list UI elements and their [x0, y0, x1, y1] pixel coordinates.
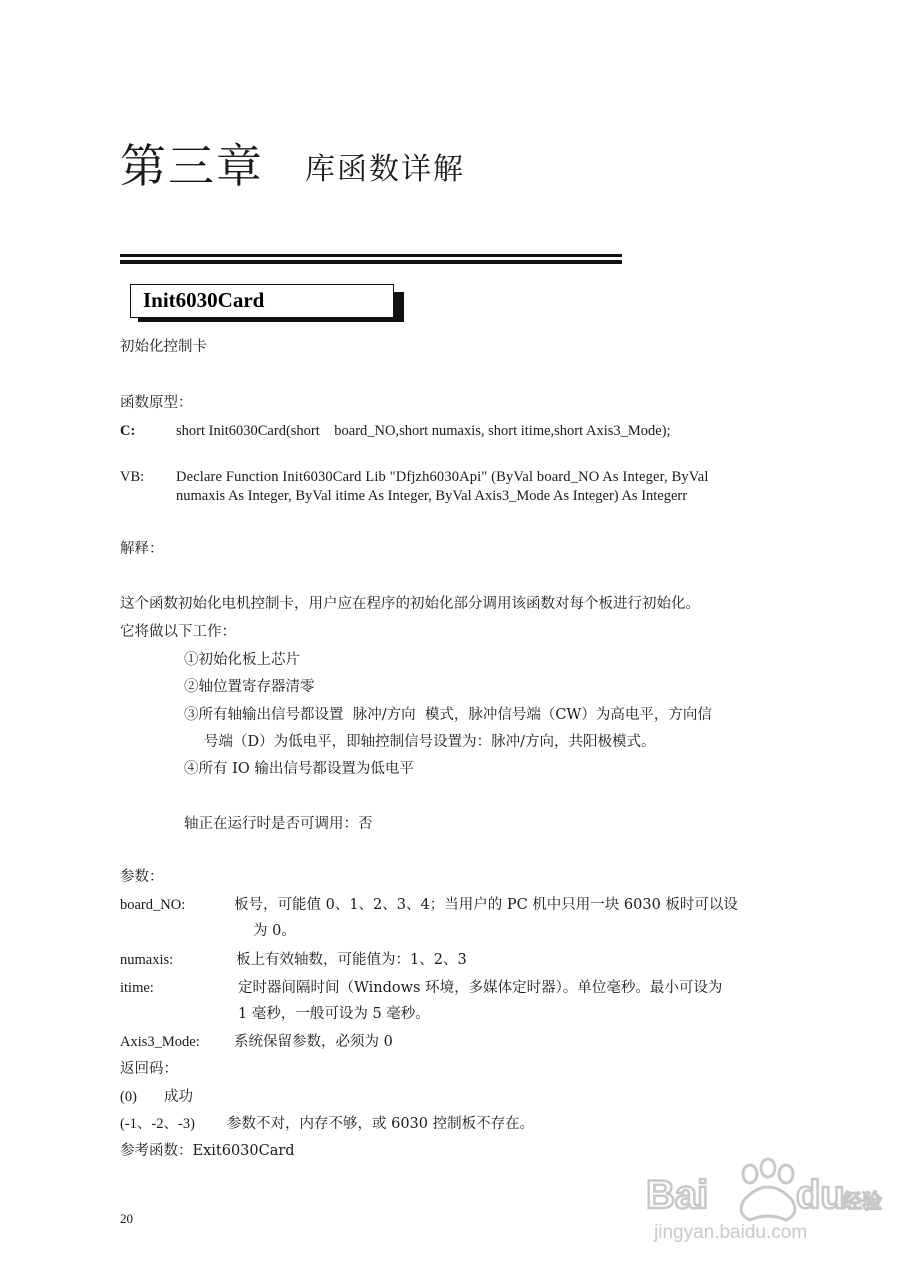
- baidu-jingyan-watermark: [640, 1150, 890, 1270]
- c-prototype-code: short Init6030Card(short board_NO,short numaxis, short itime,short Axis3_Mode);: [176, 423, 671, 439]
- param-name: Axis3_Mode:: [120, 1034, 200, 1050]
- param-desc: 系统保留参数，必须为 0: [234, 1034, 393, 1050]
- svg-text:Bai: Bai: [646, 1173, 709, 1217]
- work-item: ②轴位置寄存器清零: [184, 679, 315, 695]
- explanation-heading: 解释：: [120, 541, 164, 557]
- c-label: C:: [120, 423, 136, 439]
- svg-text:du: du: [796, 1173, 845, 1217]
- param-desc: 板上有效轴数，可能值为：1、2、3: [236, 952, 467, 968]
- param-name: board_NO:: [120, 897, 186, 913]
- work-item: ④所有 IO 输出信号都设置为低电平: [184, 761, 414, 777]
- chapter-number: 第三章: [120, 139, 264, 193]
- chapter-rule-thick: [120, 260, 622, 264]
- vb-prototype-line2: numaxis As Integer, ByVal itime As Integer, ByVal Axis3_Mode As Integer) As Integerr: [176, 488, 688, 504]
- work-item: ①初始化板上芯片: [184, 652, 300, 668]
- chapter-rule-thin: [120, 254, 622, 257]
- param-desc: 板号，可能值 0、1、2、3、4；当用户的 PC 机中只用一块 6030 板时可以设: [234, 897, 738, 913]
- param-name: numaxis:: [120, 952, 174, 968]
- param-desc-continued: 为 0。: [253, 923, 296, 939]
- params-heading: 参数：: [120, 869, 164, 885]
- param-name: itime:: [120, 980, 154, 996]
- svg-text:经验: 经验: [842, 1189, 882, 1213]
- prototype-heading: 函数原型：: [120, 395, 193, 411]
- param-desc-continued: 1 毫秒，一般可设为 5 毫秒。: [238, 1006, 430, 1022]
- return-code: (0): [120, 1089, 137, 1105]
- vb-label: VB:: [120, 469, 145, 485]
- explanation-text-line1: 这个函数初始化电机控制卡，用户应在程序的初始化部分调用该函数对每个板进行初始化。: [120, 596, 700, 612]
- svg-text:jingyan.baidu.com: jingyan.baidu.com: [654, 1222, 808, 1243]
- running-call-note: 轴正在运行时是否可调用：否: [184, 816, 373, 832]
- work-item-continued: 号端（D）为低电平，即轴控制信号设置为：脉冲/方向，共阳极模式。: [204, 734, 656, 750]
- returns-heading: 返回码：: [120, 1061, 178, 1077]
- return-desc: 成功: [164, 1089, 193, 1105]
- chapter-title: 库函数详解: [305, 152, 465, 187]
- page-number: 20: [120, 1211, 133, 1226]
- work-item: ③所有轴输出信号都设置 脉冲/方向 模式，脉冲信号端（CW）为高电平，方向信: [184, 707, 712, 723]
- return-desc: 参数不对，内存不够，或 6030 控制板不存在。: [227, 1116, 535, 1132]
- param-desc: 定时器间隔时间（Windows 环境，多媒体定时器）。单位毫秒。最小可设为: [238, 980, 723, 996]
- function-summary: 初始化控制卡: [120, 339, 207, 355]
- explanation-text-line2: 它将做以下工作：: [120, 624, 236, 640]
- vb-prototype-line1: Declare Function Init6030Card Lib "Dfjzh6030Api" (ByVal board_NO As Integer, ByVal: [176, 469, 709, 485]
- return-code: (-1、-2、-3): [120, 1116, 195, 1132]
- function-name: Init6030Card: [143, 288, 265, 312]
- reference-function: 参考函数：Exit6030Card: [120, 1143, 295, 1159]
